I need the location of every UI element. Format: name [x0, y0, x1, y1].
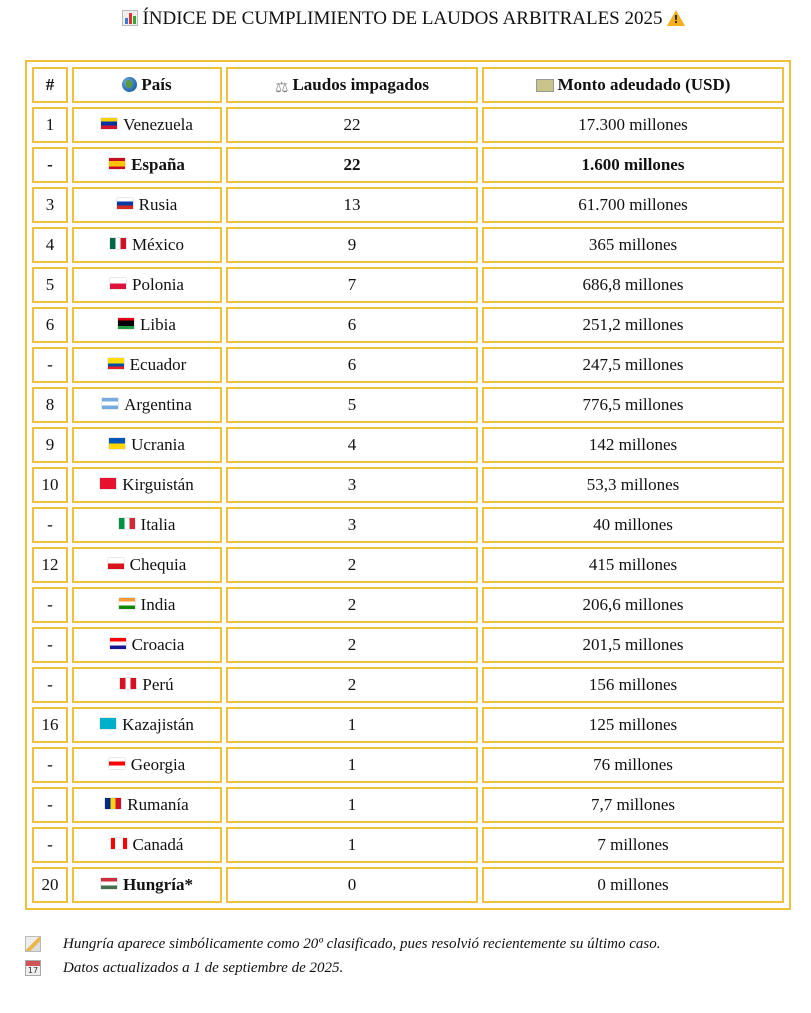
table-row: [32, 147, 784, 183]
country-cell: [72, 187, 222, 223]
rank-cell: -: [32, 627, 68, 663]
monto-cell: 365 millones: [482, 227, 784, 263]
table-row: [32, 867, 784, 903]
rank-cell: 3: [32, 187, 68, 223]
table-row: [32, 827, 784, 863]
table-header-row: [32, 67, 784, 103]
rank-cell: 10: [32, 467, 68, 503]
flag-icon: [108, 558, 124, 569]
laudos-cell: 13: [226, 187, 478, 223]
country-cell: [72, 227, 222, 263]
table-row: [32, 187, 784, 223]
country-name: Hungría*: [123, 875, 193, 894]
flag-icon: [101, 878, 117, 889]
footnote-text: Datos actualizados a 1 de septiembre de 2025.: [63, 959, 344, 976]
monto-cell: 686,8 millones: [482, 267, 784, 303]
country-cell: [72, 507, 222, 543]
footnotes: [25, 932, 660, 980]
table-row: [32, 347, 784, 383]
country-name: Venezuela: [123, 115, 193, 134]
monto-cell: 156 millones: [482, 667, 784, 703]
bar-chart-icon: [122, 10, 138, 26]
header-laudos: [226, 67, 478, 103]
table-row: [32, 307, 784, 343]
country-name: Canadá: [132, 835, 184, 854]
flag-icon: [100, 718, 116, 729]
flag-icon: [101, 118, 117, 129]
table-row: [32, 787, 784, 823]
flag-icon: [110, 278, 126, 289]
flag-icon: [119, 518, 135, 529]
laudos-cell: 2: [226, 627, 478, 663]
country-cell: [72, 147, 222, 183]
monto-cell: 206,6 millones: [482, 587, 784, 623]
monto-cell: 251,2 millones: [482, 307, 784, 343]
laudos-cell: 1: [226, 787, 478, 823]
rank-cell: 6: [32, 307, 68, 343]
rank-cell: 16: [32, 707, 68, 743]
flag-icon: [120, 678, 136, 689]
country-cell: [72, 387, 222, 423]
country-name: Ucrania: [131, 435, 185, 454]
laudos-cell: 6: [226, 307, 478, 343]
laudos-cell: 4: [226, 427, 478, 463]
flag-icon: [109, 158, 125, 169]
country-cell: [72, 267, 222, 303]
laudos-cell: 2: [226, 587, 478, 623]
table-row: [32, 707, 784, 743]
country-name: Perú: [142, 675, 174, 694]
rank-cell: 20: [32, 867, 68, 903]
country-cell: [72, 787, 222, 823]
rank-cell: -: [32, 147, 68, 183]
laudos-cell: 9: [226, 227, 478, 263]
monto-cell: 7 millones: [482, 827, 784, 863]
laudos-cell: 1: [226, 707, 478, 743]
country-name: Argentina: [124, 395, 192, 414]
rank-cell: 4: [32, 227, 68, 263]
country-cell: [72, 867, 222, 903]
rank-cell: 5: [32, 267, 68, 303]
rank-cell: 1: [32, 107, 68, 143]
flag-icon: [108, 358, 124, 369]
country-cell: [72, 667, 222, 703]
country-name: Libia: [140, 315, 176, 334]
country-name: Rusia: [138, 195, 178, 214]
table-row: [32, 627, 784, 663]
calendar-icon: 17: [25, 960, 41, 976]
country-cell: [72, 707, 222, 743]
laudos-cell: 6: [226, 347, 478, 383]
footnote-text: Hungría aparece simbólicamente como 20º clasificado, pues resolvió recientemente su último caso.: [63, 935, 661, 952]
monto-cell: 415 millones: [482, 547, 784, 583]
flag-icon: [117, 198, 133, 209]
country-cell: [72, 467, 222, 503]
country-name: Kirguistán: [122, 475, 194, 494]
header-country: [72, 67, 222, 103]
laudos-cell: 1: [226, 827, 478, 863]
country-cell: [72, 107, 222, 143]
flag-icon: [110, 238, 126, 249]
laudos-cell: 22: [226, 147, 478, 183]
rank-cell: -: [32, 827, 68, 863]
flag-icon: [118, 318, 134, 329]
rank-cell: -: [32, 347, 68, 383]
monto-cell: 1.600 millones: [482, 147, 784, 183]
country-cell: [72, 547, 222, 583]
monto-cell: 7,7 millones: [482, 787, 784, 823]
country-name: Italia: [140, 515, 176, 534]
rank-cell: 12: [32, 547, 68, 583]
monto-cell: 76 millones: [482, 747, 784, 783]
flag-icon: [102, 398, 118, 409]
laudos-cell: 22: [226, 107, 478, 143]
table-row: [32, 227, 784, 263]
title-text: ÍNDICE DE CUMPLIMIENTO DE LAUDOS ARBITRALES 2025: [142, 8, 663, 29]
memo-icon: [25, 936, 41, 952]
country-name: México: [132, 235, 184, 254]
country-name: Ecuador: [129, 355, 187, 374]
flag-icon: [100, 478, 116, 489]
table-row: [32, 507, 784, 543]
country-cell: [72, 747, 222, 783]
country-cell: [72, 827, 222, 863]
flag-icon: [119, 598, 135, 609]
rank-cell: -: [32, 587, 68, 623]
header-laudos-label: Laudos impagados: [292, 74, 429, 94]
flag-icon: [109, 438, 125, 449]
flag-icon: [110, 638, 126, 649]
header-country-label: País: [141, 75, 172, 94]
table-row: [32, 587, 784, 623]
country-cell: [72, 427, 222, 463]
monto-cell: 142 millones: [482, 427, 784, 463]
flag-icon: [105, 798, 121, 809]
country-name: Croacia: [131, 635, 185, 654]
country-name: Chequia: [129, 555, 187, 574]
table-row: [32, 387, 784, 423]
rank-cell: -: [32, 747, 68, 783]
country-name: India: [140, 595, 176, 614]
flag-icon: [109, 758, 125, 769]
country-cell: [72, 587, 222, 623]
header-monto-label: Monto adeudado (USD): [557, 75, 731, 94]
monto-cell: 17.300 millones: [482, 107, 784, 143]
table-row: [32, 467, 784, 503]
rank-cell: 9: [32, 427, 68, 463]
flag-icon: [111, 838, 127, 849]
laudos-cell: 1: [226, 747, 478, 783]
laudos-cell: 3: [226, 507, 478, 543]
table-row: [32, 547, 784, 583]
monto-cell: 40 millones: [482, 507, 784, 543]
laudos-table: [25, 60, 791, 910]
country-cell: [72, 347, 222, 383]
monto-cell: 125 millones: [482, 707, 784, 743]
monto-cell: 61.700 millones: [482, 187, 784, 223]
laudos-cell: 5: [226, 387, 478, 423]
page-title: [0, 8, 811, 30]
rank-cell: -: [32, 507, 68, 543]
laudos-cell: 0: [226, 867, 478, 903]
footnote-date: [25, 956, 660, 980]
table-row: [32, 107, 784, 143]
table-row: [32, 747, 784, 783]
laudos-cell: 2: [226, 547, 478, 583]
country-cell: [72, 627, 222, 663]
table-row: [32, 427, 784, 463]
money-icon: [536, 79, 554, 92]
table-row: [32, 667, 784, 703]
scales-icon: ⚖: [275, 77, 289, 96]
warning-icon: !: [667, 10, 685, 26]
globe-icon: [122, 77, 137, 92]
laudos-cell: 7: [226, 267, 478, 303]
header-rank: #: [32, 67, 68, 103]
rank-cell: -: [32, 787, 68, 823]
country-name: Polonia: [132, 275, 184, 294]
header-monto: [482, 67, 784, 103]
monto-cell: 53,3 millones: [482, 467, 784, 503]
rank-cell: 8: [32, 387, 68, 423]
country-cell: [72, 307, 222, 343]
country-name: Kazajistán: [122, 715, 194, 734]
table-row: [32, 267, 784, 303]
monto-cell: 201,5 millones: [482, 627, 784, 663]
monto-cell: 776,5 millones: [482, 387, 784, 423]
monto-cell: 0 millones: [482, 867, 784, 903]
country-name: Rumanía: [127, 795, 189, 814]
country-name: Georgia: [130, 755, 186, 774]
country-name: España: [131, 155, 185, 174]
monto-cell: 247,5 millones: [482, 347, 784, 383]
laudos-cell: 3: [226, 467, 478, 503]
footnote-hungria: [25, 932, 660, 956]
rank-cell: -: [32, 667, 68, 703]
laudos-cell: 2: [226, 667, 478, 703]
